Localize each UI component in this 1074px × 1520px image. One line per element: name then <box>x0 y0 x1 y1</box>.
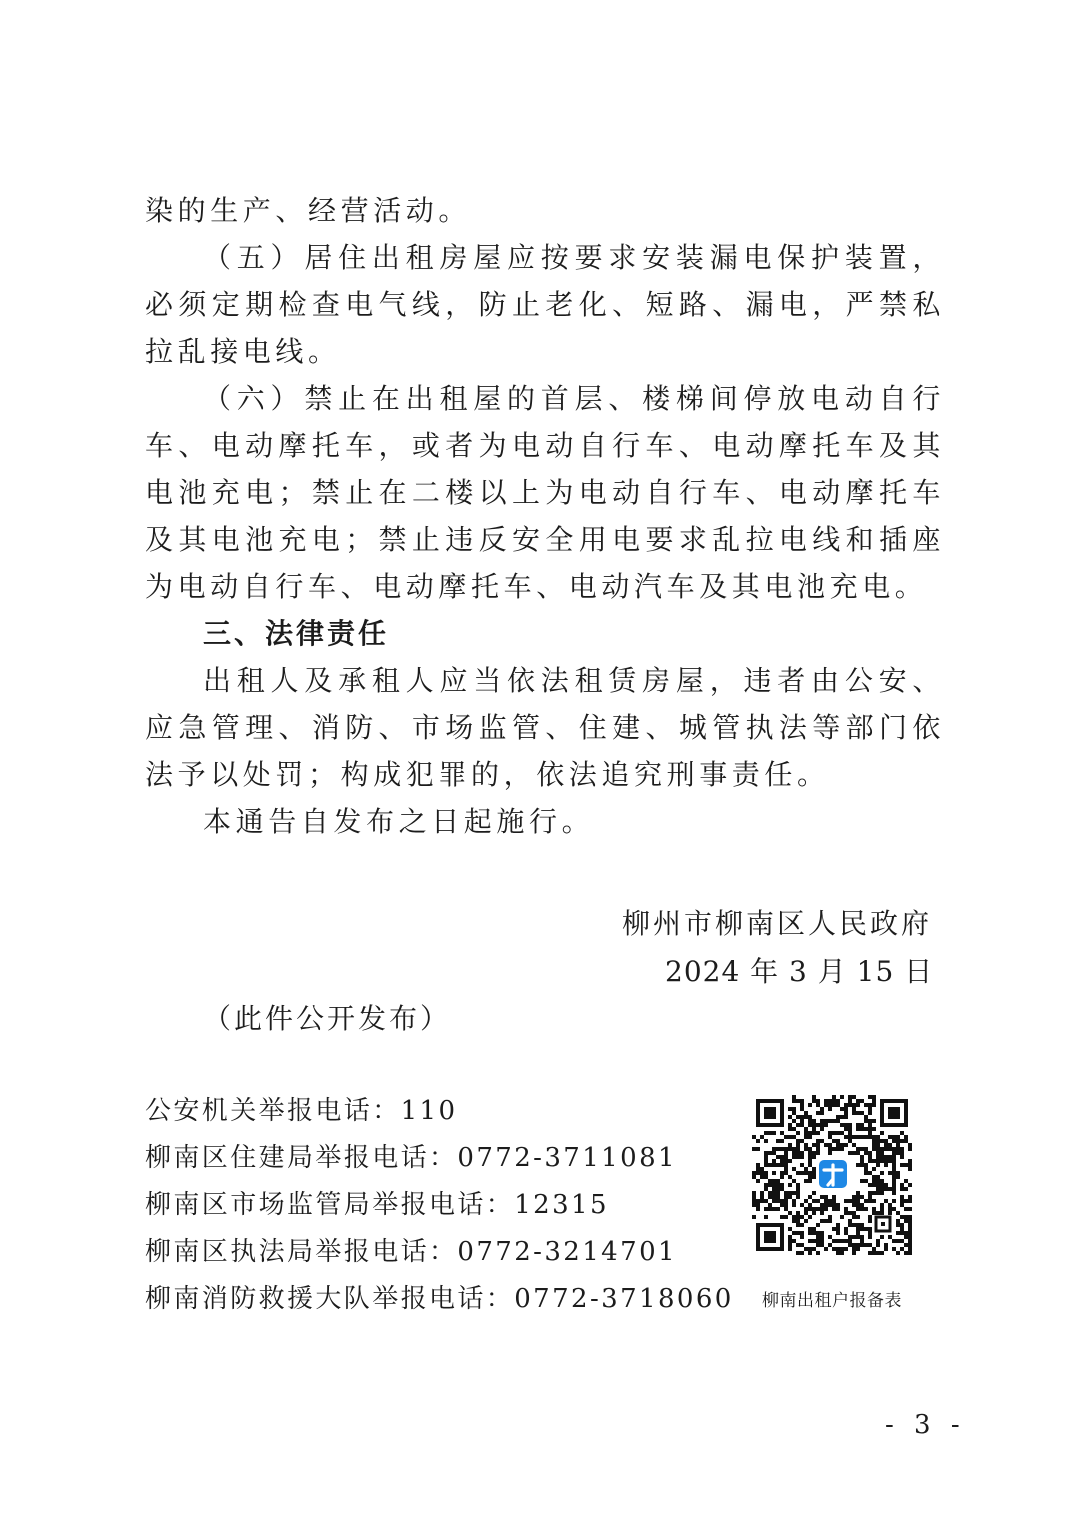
signature-issuer: 柳州市柳南区人民政府 <box>622 907 933 940</box>
contact-list <box>145 1088 734 1323</box>
contact-item-enforcement: 柳南区执法局举报电话：0772-3214701 <box>145 1237 677 1267</box>
contact-item-fire: 柳南消防救援大队举报电话：0772-3718060 <box>145 1284 734 1314</box>
paragraph-item-5: （五）居住出租房屋应按要求安装漏电保护装置，必须定期检查电气线，防止老化、短路、漏电，严禁私拉乱接电线。 <box>145 241 945 368</box>
paragraph-continuation: 染的生产、经营活动。 <box>145 194 472 227</box>
contact-item-police: 公安机关举报电话：110 <box>145 1096 458 1126</box>
paragraph-effective-date: 本通告自发布之日起施行。 <box>203 805 595 838</box>
body-text <box>145 187 945 845</box>
page-number: - 3 - <box>885 1410 966 1440</box>
qr-code-icon[interactable] <box>752 1095 912 1255</box>
qr-caption: 柳南出租户报备表 <box>762 1291 902 1311</box>
paragraph-legal-liability: 出租人及承租人应当依法租赁房屋，违者由公安、应急管理、消防、市场监管、住建、城管执法等部门依法予以处罚；构成犯罪的，依法追究刑事责任。 <box>145 664 945 791</box>
signature-date: 2024 年 3 月 15 日 <box>665 955 934 988</box>
section-heading-legal-liability: 三、法律责任 <box>203 617 390 650</box>
contact-item-market: 柳南区市场监管局举报电话：12315 <box>145 1190 609 1220</box>
paragraph-item-6: （六）禁止在出租屋的首层、楼梯间停放电动自行车、电动摩托车，或者为电动自行车、电动摩托车及其电池充电；禁止在二楼以上为电动自行车、电动摩托车及其电池充电；禁止违反安全用电要求乱拉电线和插座为电动自行车、电动摩托车、电动汽车及其电池充电。 <box>145 382 945 603</box>
contact-item-housing: 柳南区住建局举报电话：0772-3711081 <box>145 1143 677 1173</box>
public-release-note: （此件公开发布） <box>203 1002 452 1035</box>
